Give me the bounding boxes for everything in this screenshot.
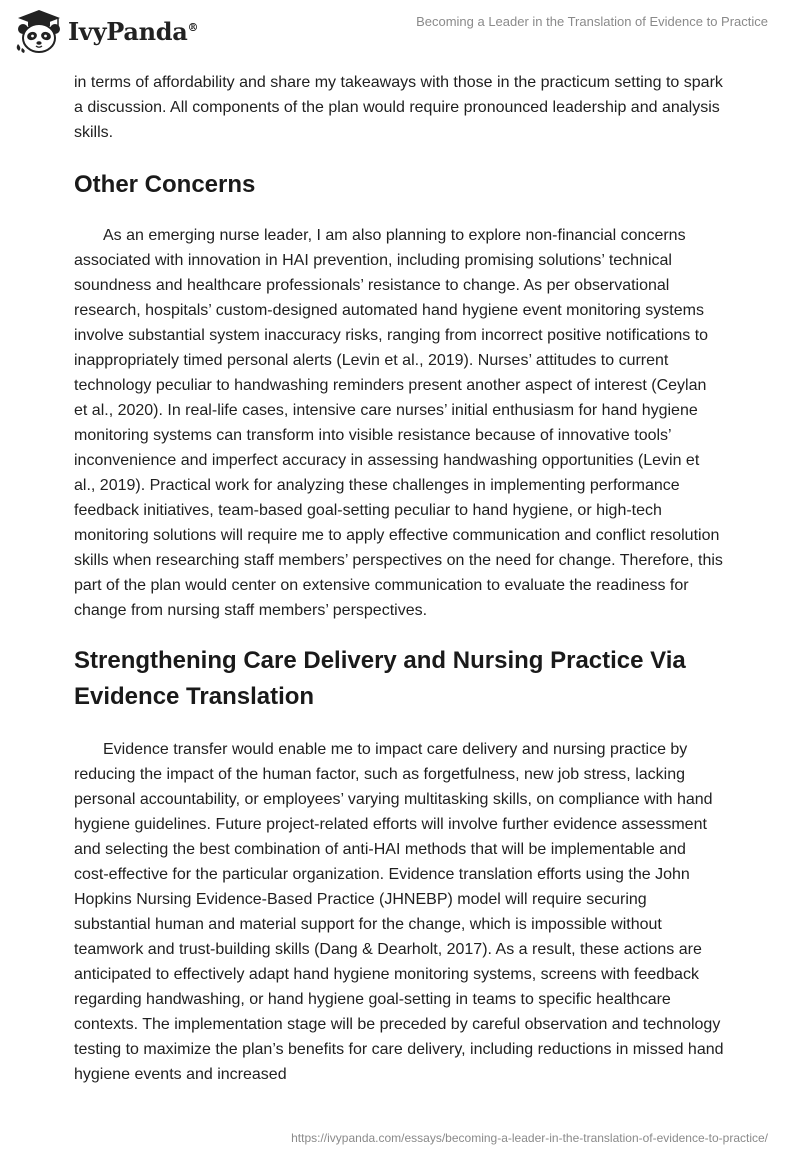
strengthening-care-paragraph: Evidence transfer would enable me to impact care delivery and nursing practice by reducing the impact of the human factor, such as forgetfulness, new job stress, lacking personal accountability, or employees’ varying multitasking skills, on compliance with hand hygiene guidelines. Future project-related efforts will involve further evidence assessment and selecting the best combination of anti-HAI methods that will be implementable and cost-effective for the particular organization. Evidence translation efforts using the John Hopkins Nursing Evidence-Based Practice (JHNEBP) model will require securing substantial human and material support for the change, which is impossible without teamwork and trust-building skills (Dang & Dearholt, 2017). As a result, these actions are anticipated to effectively adapt hand hygiene monitoring systems, screens with feedback regarding handwashing, or hand hygiene goal-setting in teams to specific healthcare contexts. The implementation stage will be preceded by careful observation and technology testing to maximize the plan’s benefits for care delivery, including reductions in missed hand hygiene events and increased	[74, 741, 724, 1083]
document-title: Becoming a Leader in the Translation of Evidence to Practice	[416, 14, 768, 29]
section-heading-other-concerns: Other Concerns	[74, 171, 256, 198]
brand-name: IvyPanda®	[68, 16, 199, 46]
intro-paragraph: in terms of affordability and share my takeaways with those in the practicum setting to spark a discussion. All components of the plan would require pronounced leadership and analysis skills.	[74, 74, 723, 141]
other-concerns-paragraph: As an emerging nurse leader, I am also planning to explore non-financial concerns associated with innovation in HAI prevention, including promising solutions’ technical soundness and healthcare professionals’ resistance to change. As per observational research, hospitals’ custom-designed automated hand hygiene event monitoring systems involve substantial system inaccuracy risks, ranging from incorrect positive notifications to inappropriately timed personal alerts (Levin et al., 2019). Nurses’ attitudes to current technology peculiar to handwashing reminders present another aspect of interest (Ceylan et al., 2020). In real-life cases, intensive care nurses’ initial enthusiasm for hand hygiene monitoring systems can transform into visible resistance because of innovative tools’ inconvenience and imperfect accuracy in assessing handwashing opportunities (Levin et al., 2019). Practical work for analyzing these challenges in implementing performance feedback initiatives, team-based goal-setting peculiar to hand hygiene, or high-tech monitoring solutions will require me to apply effective communication and conflict resolution skills when researching staff members’ perspectives on the need for change. Therefore, this part of the plan would center on extensive communication to evaluate the readiness for change from nursing staff members’ perspectives.	[74, 227, 723, 619]
panda-graduation-cap-icon	[14, 8, 64, 54]
source-url[interactable]: https://ivypanda.com/essays/becoming-a-leader-in-the-translation-of-evidence-to-practice/	[291, 1131, 768, 1145]
page-header	[0, 0, 800, 62]
registered-mark: ®	[187, 20, 199, 34]
essay-content	[74, 70, 724, 1087]
ivypanda-logo[interactable]	[14, 8, 198, 54]
section-heading-strengthening-care: Strengthening Care Delivery and Nursing Practice Via Evidence Translation	[74, 647, 686, 710]
